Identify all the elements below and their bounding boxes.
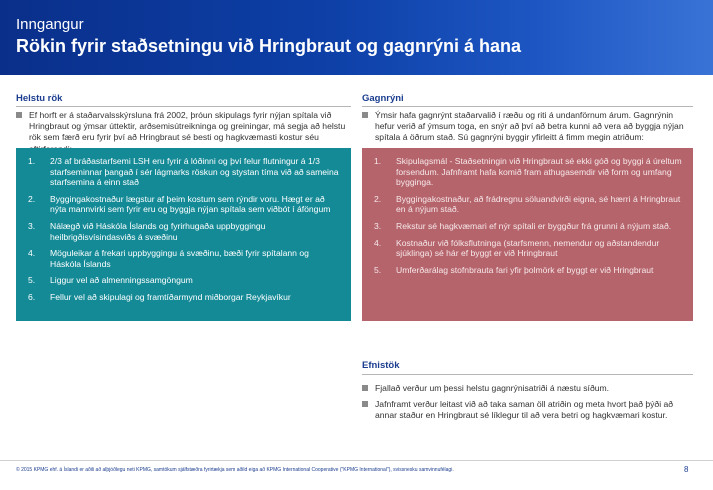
list-item-number: 3. [374, 220, 382, 231]
list-item-text: Byggingakostnaður lægstur af þeim kostum sem rýndir voru. Hægt er að nýta mannvirki sem fyrir eru og byggja nýjan spítala sem viðbót í áföngum [50, 193, 331, 215]
slide-subtitle: Inngangur [16, 16, 84, 33]
list-item [28, 292, 341, 303]
list-item-number: 5. [28, 275, 36, 286]
list-item [374, 156, 683, 188]
left-heading: Helstu rök [16, 93, 63, 104]
slide-title: Rökin fyrir staðsetningu við Hringbraut og gagnrýni á hana [16, 36, 522, 56]
list-item-text: Umferðarálag stofnbrauta fari yfir þolmörk ef byggt er við Hringbraut [396, 264, 654, 275]
list-item-number: 4. [374, 237, 382, 248]
list-item-number: 1. [28, 156, 36, 166]
list-item [28, 194, 341, 215]
right-heading: Gagnrýni [362, 93, 404, 104]
bullet-square-icon [362, 401, 368, 407]
list-item-text: Rekstur sé hagkvæmari ef nýr spítali er byggður frá grunni á nýjum stað. [396, 220, 672, 231]
list-item-number: 5. [374, 264, 382, 275]
list-item [28, 156, 341, 188]
criticism-box [362, 148, 693, 321]
footer-copyright: © 2015 KPMG ehf. á Íslandi er aðili að alþjóðlegu neti KPMG, samtökum sjálfstæðra fyrirtækja sem aðild eiga að KPMG International Cooperative ("KPMG International"), svissnesku samvinnufélagi. [16, 467, 454, 473]
left-divider [16, 106, 351, 107]
right-intro [362, 110, 690, 144]
list-item-text: Skipulagsmál - Staðsetningin við Hringbraut sé ekki góð og byggi á úreltum forsendum. Jafnframt hafa komið fram athugasemdir við form og umfang byggingа. [396, 156, 682, 188]
reasons-box [16, 148, 351, 321]
list-item [28, 248, 341, 269]
right-intro-text: Ýmsir hafa gagnrýnt staðarvalið í ræðu og riti á undanförnum árum. Gagnrýnin hefur verið af ýmsum toga, en snýr að því að betra kunni að vera að byggja nýjan spítala á öðrum stað. Sú gagnrýni byggir yfirleitt á fimm megin atriðum: [375, 110, 684, 143]
page-number: 8 [684, 465, 689, 474]
list-item [374, 194, 683, 215]
bullet-square-icon [16, 112, 22, 118]
list-item-text: Liggur vel að almenningssamgöngum [50, 275, 193, 286]
list-item-text: Jafnframt verður leitast við að taka saman öll atriðin og meta hvort það þýði að annar staður en Hringbraut sé líklegur til að vera betri og hagkvæmari kostur. [375, 399, 674, 421]
list-item [374, 221, 683, 232]
list-item-text: Byggingakostnaður, að frádregnu söluandvirði eigna, sé hærri á Hringbraut en á nýjum stað. [396, 193, 681, 215]
list-item-number: 2. [28, 193, 36, 204]
criticism-list [374, 156, 683, 275]
list-item-number: 4. [28, 248, 36, 259]
list-item [374, 265, 683, 276]
left-intro-text: Ef horft er á staðarvalsskýrsluna frá 2002, þróun skipulags fyrir nýjan spítala við Hringbraut og ýmsar úttektir, arðsemisútreikninga og greiningar, má segja að helstu rök sem færð eru fyrir því að Hringbraut sé besti og hagkvæmasti kostur séu [29, 110, 346, 143]
bullet-square-icon [362, 385, 368, 391]
list-item [374, 238, 683, 259]
list-item-number: 1. [374, 156, 382, 166]
list-item-text: Nálægð við Háskóla Íslands og fyrirhugaða uppbyggingu heilbrigðisvísindasviðs á svæðinu [50, 220, 266, 242]
footer-divider [0, 460, 713, 461]
list-item-text: Kostnaður við fólksflutninga (starfsmenn, nemendur og aðstandendur sjúklinga) sé hár ef byggt er við Hringbraut [396, 237, 660, 259]
list-item [28, 275, 341, 286]
right-divider [362, 106, 693, 107]
list-item-number: 3. [28, 220, 36, 231]
steps-heading: Efnistök [362, 360, 400, 371]
reasons-list [28, 156, 341, 303]
list-item-number: 2. [374, 193, 382, 204]
list-item [28, 221, 341, 242]
list-item [362, 383, 693, 394]
list-item-text: Fellur vel að skipulagi og framtíðarmynd miðborgar Reykjavíkur [50, 291, 291, 302]
list-item-number: 6. [28, 291, 36, 302]
steps-divider [362, 374, 693, 375]
slide-header [0, 0, 713, 75]
list-item [362, 399, 693, 421]
list-item-text: Fjallað verður um þessi helstu gagnrýnisatriði á næstu síðum. [375, 383, 610, 393]
steps-list [362, 383, 693, 427]
bullet-square-icon [362, 112, 368, 118]
list-item-text: Möguleikar á frekari uppbyggingu á svæðinu, bæði fyrir spítalann og Háskóla Íslands [50, 248, 309, 269]
list-item-text: 2/3 af bráðastarfsemi LSH eru fyrir á lóðinni og því felur flutningur á 1/3 starfseminnar þangað í sér lágmarks röskun og stystan tíma við að sameina starfsemina á einn stað [50, 156, 339, 188]
